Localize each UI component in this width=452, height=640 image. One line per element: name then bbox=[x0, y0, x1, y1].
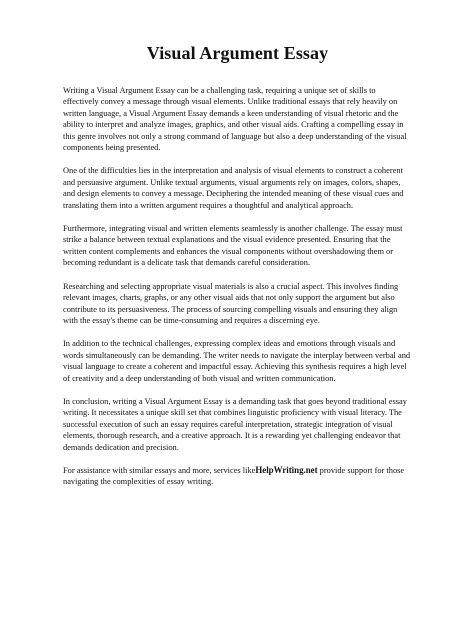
closing-text-before: For assistance with similar essays and more, services like bbox=[63, 465, 256, 475]
document-title: Visual Argument Essay bbox=[146, 43, 329, 63]
brand-link[interactable]: HelpWriting.net bbox=[255, 464, 318, 475]
paragraph-6: In conclusion, writing a Visual Argument Essay is a demanding task that goes beyond traditional essay writing. It necessitates a unique skill set that combines linguistic proficiency with visual literacy. The successful execution of such an essay requires careful interpretation, strategic integration of visual elements, thorough research, and a creative approach. It is a rewarding yet challenging endeavor that demands dedication and precision. bbox=[63, 396, 407, 452]
closing-text-after: provide support for those navigating the complexities of essay writing. bbox=[63, 465, 405, 487]
paragraph-4: Researching and selecting appropriate visual materials is also a crucial aspect. This involves finding relevant images, charts, graphs, or any other visual aids that not only support the argument but also contribute to its persuasiveness. The process of sourcing compelling visuals and ensuring they align with the essay's theme can be time-consuming and requires a discerning eye. bbox=[63, 281, 399, 325]
paragraph-2: One of the difficulties lies in the interpretation and analysis of visual elements to construct a coherent and persuasive argument. Unlike textual arguments, visual arguments rely on images, colors, shapes, and design elements to convey a message. Deciphering the intended meaning of these visual cues and translating them into a written argument requires a thoughtful and analytical approach. bbox=[63, 166, 404, 210]
paragraph-3: Furthermore, integrating visual and written elements seamlessly is another challenge. The essay must strike a balance between textual explanations and the visual evidence presented. Ensuring that the written content complements and enhances the visual components without overshadowing them or becoming redundant is a delicate task that demands careful consideration. bbox=[63, 224, 403, 268]
paragraph-1: Writing a Visual Argument Essay can be a challenging task, requiring a unique set of skills to effectively convey a message through visual elements. Unlike traditional essays that rely heavily on written language, a Visual Argument Essay demands a keen understanding of visual rhetoric and the ability to interpret and analyze images, graphics, and other visual aids. Crafting a compelling essay in this genre involves not only a strong command of language but also a deep understanding of the visual components being presented. bbox=[63, 86, 407, 153]
paragraph-5: In addition to the technical challenges, expressing complex ideas and emotions through visuals and words simultaneously can be demanding. The writer needs to navigate the interplay between verbal and visual language to create a coherent and impactful essay. Achieving this synthesis requires a high level of creativity and a deep understanding of both visual and written communication. bbox=[63, 339, 411, 383]
closing-paragraph bbox=[63, 465, 412, 488]
